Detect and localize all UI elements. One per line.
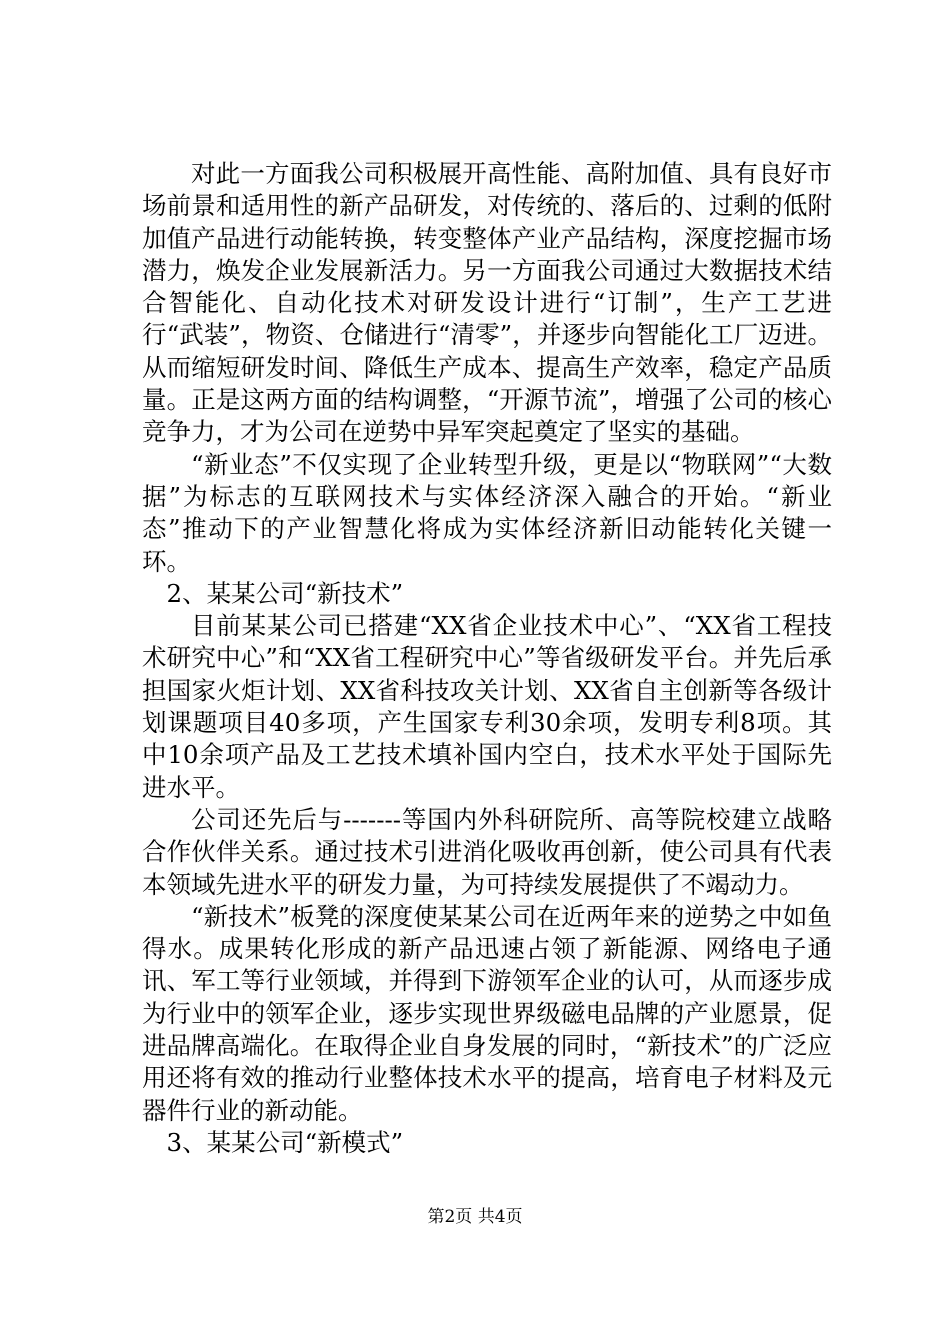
page-footer: 第2页 共4页: [427, 1207, 523, 1227]
body-text: [142, 158, 832, 1159]
paragraph: “新业态”不仅实现了企业转型升级，更是以“物联网”“大数据”为标志的互联网技术与实体经济深入融合的开始。“新业态”推动下的产业智慧化将成为实体经济新旧动能转化关键一环。: [142, 449, 832, 576]
paragraph: “新技术”板凳的深度使某某公司在近两年来的逆势之中如鱼得水。成果转化形成的新产品迅速占领了新能源、网络电子通讯、军工等行业领域，并得到下游领军企业的认可，从而逐步成为行业中的领军企业，逐步实现世界级磁电品牌的产业愿景，促进品牌高端化。在取得企业自身发展的同时，“新技术”的广泛应用还将有效的推动行业整体技术水平的提高，培育电子材料及元器件行业的新动能。: [142, 901, 832, 1125]
paragraph: 对此一方面我公司积极展开高性能、高附加值、具有良好市场前景和适用性的新产品研发，对传统的、落后的、过剩的低附加值产品进行动能转换，转变整体产业产品结构，深度挖掘市场潜力，焕发企业发展新活力。另一方面我公司通过大数据技术结合智能化、自动化技术对研发设计进行“订制”，生产工艺进行“武装”，物资、仓储进行“清零”，并逐步向智能化工厂迈进。从而缩短研发时间、降低生产成本、提高生产效率，稳定产品质量。正是这两方面的结构调整，“开源节流”，增强了公司的核心竞争力，才为公司在逆势中异军突起奠定了坚实的基础。: [142, 159, 832, 447]
section-heading: 2、某某公司“新技术”: [166, 578, 404, 608]
section-heading: 3、某某公司“新模式”: [166, 1127, 404, 1157]
paragraph: 目前某某公司已搭建“XX省企业技术中心”、“XX省工程技术研究中心”和“XX省工程研究中心”等省级研发平台。并先后承担国家火炬计划、XX省科技攻关计划、XX省自主创新等各级计划课题项目40多项，产生国家专利30余项，发明专利8项。其中10余项产品及工艺技术填补国内空白，技术水平处于国际先进水平。: [142, 611, 832, 802]
paragraph: 公司还先后与-------等国内外科研院所、高等院校建立战略合作伙伴关系。通过技术引进消化吸收再创新，使公司具有代表本领域先进水平的研发力量，为可持续发展提供了不竭动力。: [142, 804, 832, 899]
